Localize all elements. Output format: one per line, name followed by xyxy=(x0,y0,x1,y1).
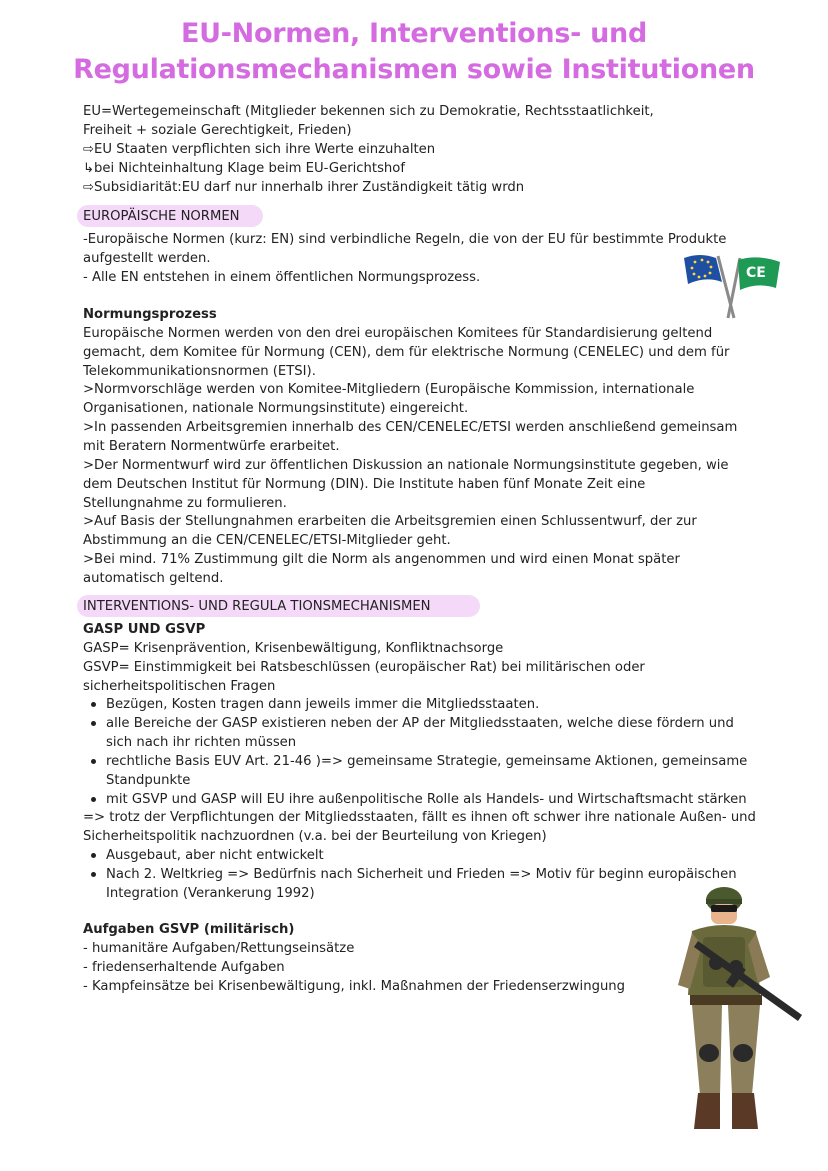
norms-text-line: - Alle EN entstehen in einem öffentlichen Normungsprozess. xyxy=(83,270,481,285)
bullet-item-continued: Integration (Verankerung 1992) xyxy=(106,886,315,901)
process-line: >Bei mind. 71% Zustimmung gilt die Norm als angenommen und wird einen Monat später xyxy=(83,552,680,567)
bullet-item: rechtliche Basis EUV Art. 21-46 )=> gemeinsame Strategie, gemeinsame Aktionen, gemeinsame xyxy=(106,754,748,769)
page-title-line-2: Regulationsmechanismen sowie Institutionen xyxy=(73,54,755,85)
process-line: Abstimmung an die CEN/CENELEC/ETSI-Mitglieder geht. xyxy=(83,533,451,548)
process-line: >Auf Basis der Stellungnahmen erarbeiten die Arbeitsgremien einen Schlussentwurf, der zur xyxy=(83,514,697,529)
norms-text-line: -Europäische Normen (kurz: EN) sind verbindliche Regeln, die von der EU für bestimmte Produkte xyxy=(83,232,727,247)
section-heading-interventions: INTERVENTIONS- UND REGULA TIONSMECHANISMEN xyxy=(83,599,431,614)
subheading-normungsprozess: Normungsprozess xyxy=(83,307,217,322)
task-line: - Kampfeinsätze bei Krisenbewältigung, inkl. Maßnahmen der Friedenserzwingung xyxy=(83,979,626,994)
bullet-item: Bezügen, Kosten tragen dann jeweils immer die Mitgliedsstaaten. xyxy=(106,697,540,712)
process-line: Stellungnahme zu formulieren. xyxy=(83,496,287,511)
soldier-icon xyxy=(670,885,810,1135)
bullet-item: Nach 2. Weltkrieg => Bedürfnis nach Sicherheit und Frieden => Motiv für beginn europäischen xyxy=(106,867,737,882)
process-line: mit Beratern Normentwürfe erarbeitet. xyxy=(83,439,340,454)
intro-line: EU=Wertegemeinschaft (Mitglieder bekennen sich zu Demokratie, Rechtsstaatlichkeit, xyxy=(83,104,654,119)
subheading-aufgaben-gsvp: Aufgaben GSVP (militärisch) xyxy=(83,922,295,937)
process-line: Organisationen, nationale Normungsinstitute) eingereicht. xyxy=(83,401,469,416)
conclusion-line: Sicherheitspolitik nachzuordnen (v.a. bei der Beurteilung von Kriegen) xyxy=(83,829,547,844)
definition-line: sicherheitspolitischen Fragen xyxy=(83,679,276,694)
process-line: Telekommunikationsnormen (ETSI). xyxy=(83,364,316,379)
process-line: automatisch geltend. xyxy=(83,571,224,586)
bullet-item: mit GSVP und GASP will EU ihre außenpolitische Rolle als Handels- und Wirtschaftsmacht stärken xyxy=(106,792,747,807)
bullet-item: Ausgebaut, aber nicht entwickelt xyxy=(106,848,324,863)
conclusion-line: => trotz der Verpflichtungen der Mitgliedsstaaten, fällt es ihnen oft schwer ihre nationale Außen- und xyxy=(83,810,756,825)
process-line: gemacht, dem Komitee für Normung (CEN), dem für elektrische Normung (CENELEC) und dem für xyxy=(83,345,730,360)
process-line: >Normvorschläge werden von Komitee-Mitgliedern (Europäische Kommission, internationale xyxy=(83,382,695,397)
bullet-item-continued: sich nach ihr richten müssen xyxy=(106,735,297,750)
eu-ce-flags-icon xyxy=(680,248,785,320)
page-title-line-1: EU-Normen, Interventions- und xyxy=(181,18,647,49)
bullet-item: alle Bereiche der GASP existieren neben der AP der Mitgliedsstaaten, welche diese fördern und xyxy=(106,716,734,731)
section-heading-european-norms: EUROPÄISCHE NORMEN xyxy=(83,209,240,224)
intro-line: ⇨EU Staaten verpflichten sich ihre Werte einzuhalten xyxy=(83,142,436,157)
definition-line: GASP= Krisenprävention, Krisenbewältigung, Konfliktnachsorge xyxy=(83,641,504,656)
norms-text-line: aufgestellt werden. xyxy=(83,251,211,266)
process-line: >In passenden Arbeitsgremien innerhalb des CEN/CENELEC/ETSI werden anschließend gemeinsam xyxy=(83,420,738,435)
task-line: - humanitäre Aufgaben/Rettungseinsätze xyxy=(83,941,355,956)
intro-line: Freiheit + soziale Gerechtigkeit, Frieden) xyxy=(83,123,352,138)
intro-line: ↳bei Nichteinhaltung Klage beim EU-Gerichtshof xyxy=(83,161,406,176)
ce-mark-label: CE xyxy=(746,265,766,281)
intro-line: ⇨Subsidiarität:EU darf nur innerhalb ihrer Zuständigkeit tätig wrdn xyxy=(83,180,525,195)
bullet-item-continued: Standpunkte xyxy=(106,773,191,788)
definition-line: GSVP= Einstimmigkeit bei Ratsbeschlüssen (europäischer Rat) bei militärischen oder xyxy=(83,660,645,675)
process-line: >Der Normentwurf wird zur öffentlichen Diskussion an nationale Normungsinstitute gegeben, wie xyxy=(83,458,729,473)
task-line: - friedenserhaltende Aufgaben xyxy=(83,960,285,975)
subheading-gasp-gsvp: GASP UND GSVP xyxy=(83,622,206,637)
process-line: dem Deutschen Institut für Normung (DIN). Die Institute haben fünf Monate Zeit eine xyxy=(83,477,646,492)
process-line: Europäische Normen werden von den drei europäischen Komitees für Standardisierung geltend xyxy=(83,326,713,341)
